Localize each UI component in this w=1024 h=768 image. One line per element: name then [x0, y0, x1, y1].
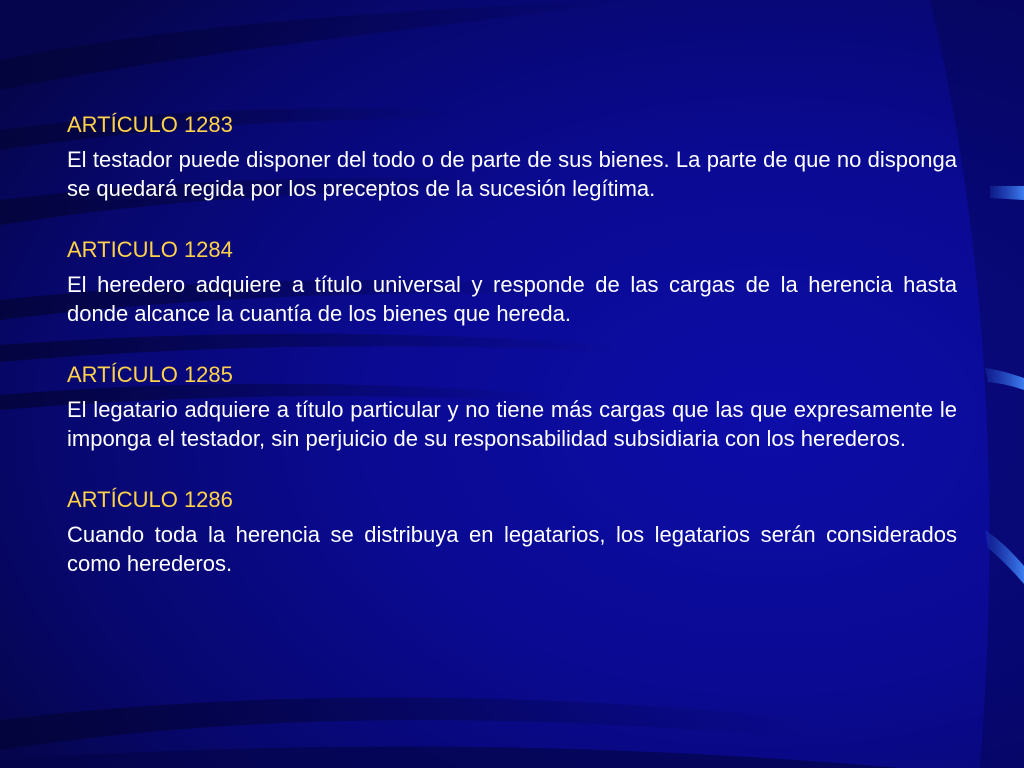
articles-list	[67, 110, 957, 610]
article-1286	[67, 485, 957, 578]
article-text: El testador puede disponer del todo o de parte de sus bienes. La parte de que no disponga se quedará regida por los preceptos de la sucesión legítima.	[67, 147, 957, 201]
article-text: Cuando toda la herencia se distribuya en legatarios, los legatarios serán considerados como herederos.	[67, 522, 957, 576]
article-title: ARTÍCULO 1283	[67, 112, 233, 137]
article-title: ARTÍCULO 1286	[67, 487, 233, 512]
article-1285	[67, 360, 957, 453]
article-title: ARTÍCULO 1285	[67, 362, 233, 387]
article-text: El heredero adquiere a título universal y responde de las cargas de la herencia hasta donde alcance la cuantía de los bienes que hereda.	[67, 272, 957, 326]
article-text: El legatario adquiere a título particular y no tiene más cargas que las que expresamente le imponga el testador, sin perjuicio de su responsabilidad subsidiaria con los herederos.	[67, 397, 957, 451]
article-title: ARTICULO 1284	[67, 237, 233, 262]
article-1284	[67, 235, 957, 328]
article-1283	[67, 110, 957, 203]
